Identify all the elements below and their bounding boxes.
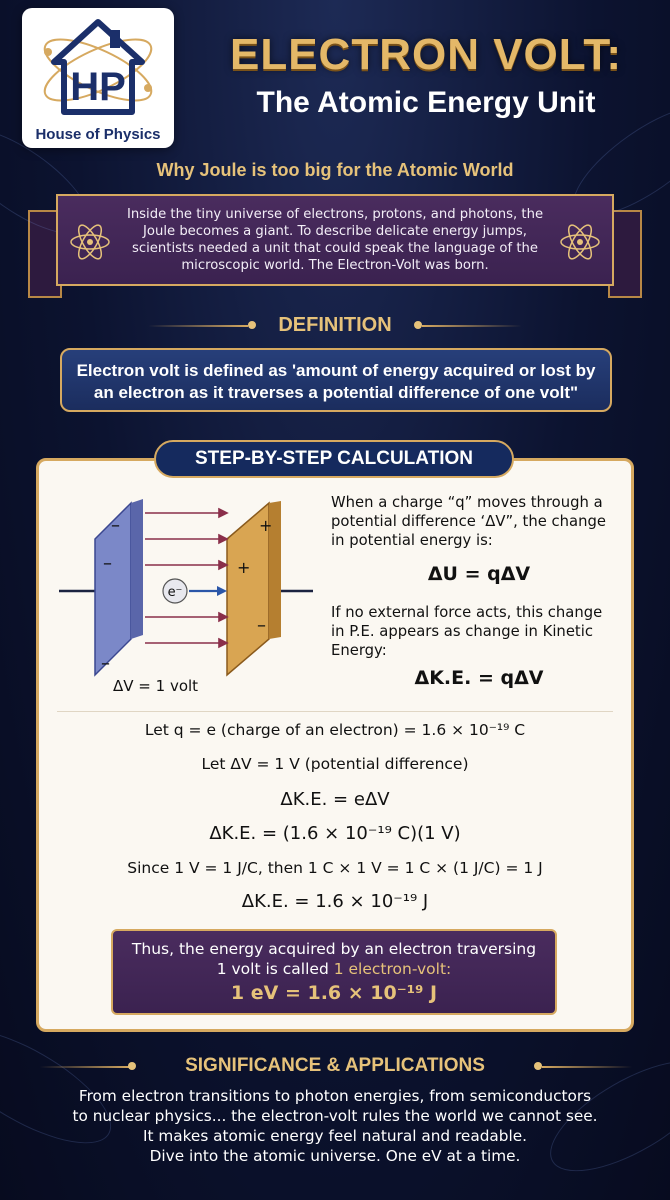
calculation-card [36,458,634,1032]
definition-box [60,348,612,412]
result-text: 1 volt is called [216,960,334,978]
atom-icon [558,220,602,264]
potential-difference-label: ΔV = 1 volt [113,677,199,695]
divider-dot [128,1062,136,1070]
divider [542,1066,632,1068]
text-line: potential difference ‘ΔV”, the change [331,513,606,530]
significance-heading-text: SIGNIFICANCE & APPLICATIONS [185,1055,485,1076]
page-subtitle: The Atomic Energy Unit [256,86,596,119]
calc-step: ΔK.E. = eΔV [280,789,390,810]
intro-banner [56,194,614,286]
significance-text [20,1086,650,1166]
minus-sign: – [101,653,110,674]
text-line: in P.E. appears as change in Kinetic [331,623,593,640]
intro-text [118,206,552,274]
calc-step: Let q = e (charge of an electron) = 1.6 × 10⁻¹⁹ C [144,721,526,739]
text-line: Energy: [331,642,387,659]
calc-step: Since 1 V = 1 J/C, then 1 C × 1 V = 1 C × (1 J/C) = 1 J [127,859,543,877]
text-line: If no external force acts, this change [331,604,603,621]
minus-sign: – [257,615,266,636]
logo-letters: HP [70,65,126,109]
divider-dot [248,321,256,329]
tagline: Why Joule is too big for the Atomic World [156,160,514,180]
result-line: Thus, the energy acquired by an electron traversing [131,940,537,958]
result-highlight: 1 electron-volt: [333,960,452,978]
significance-heading [0,1052,670,1080]
electron-label: e⁻ [167,585,183,600]
divider-dot [534,1062,542,1070]
minus-sign: – [103,553,112,574]
text-line: in potential energy is: [331,532,493,549]
minus-sign: – [111,515,120,536]
intro-line: scientists needed a unit that could speak the language of the [132,241,538,256]
calc-step: ΔK.E. = (1.6 × 10⁻¹⁹ C)(1 V) [209,823,461,844]
calc-step: ΔK.E. = 1.6 × 10⁻¹⁹ J [241,891,429,912]
logo-card [22,8,174,148]
equation-kinetic-energy: ΔK.E. = qΔV [414,667,544,689]
result-equation: 1 eV = 1.6 × 10⁻¹⁹ J [230,982,438,1004]
pe-explanation [331,493,627,550]
definition-heading [0,312,670,338]
definition-line: Electron volt is defined as 'amount of energy acquired or lost by [76,361,596,380]
equation-potential-energy: ΔU = qΔV [427,563,531,585]
text-line: When a charge “q” moves through a [331,494,603,511]
divider [422,325,522,327]
result-box [111,929,557,1015]
brand-name: House of Physics [35,126,161,143]
atom-icon [68,220,112,264]
divider [57,711,613,712]
ke-explanation [331,603,627,660]
significance-line: It makes atomic energy feel natural and readable. [142,1127,528,1145]
definition-line: an electron as it traverses a potential difference of one volt" [93,383,579,402]
intro-line: microscopic world. The Electron-Volt was born. [181,258,489,273]
intro-line: Inside the tiny universe of electrons, protons, and photons, the [126,207,544,222]
calc-step: Let ΔV = 1 V (potential difference) [201,755,469,773]
plus-sign: + [259,516,273,535]
result-line [113,959,555,979]
house-atom-logo-icon [36,12,160,124]
ribbon-right [608,210,642,298]
divider [40,1066,130,1068]
divider [148,325,248,327]
significance-line: From electron transitions to photon energies, from semiconductors [78,1087,592,1105]
calculation-heading: STEP-BY-STEP CALCULATION [154,440,514,478]
definition-heading-text: DEFINITION [278,314,392,336]
capacitor-diagram [59,499,329,679]
plus-sign: + [237,558,251,577]
divider-dot [414,321,422,329]
intro-line: Joule becomes a giant. To describe delicate energy jumps, [143,224,527,239]
page-title: ELECTRON VOLT: [229,30,623,79]
significance-line: to nuclear physics... the electron-volt rules the world we cannot see. [72,1107,598,1125]
significance-line: Dive into the atomic universe. One eV at a time. [149,1147,521,1165]
